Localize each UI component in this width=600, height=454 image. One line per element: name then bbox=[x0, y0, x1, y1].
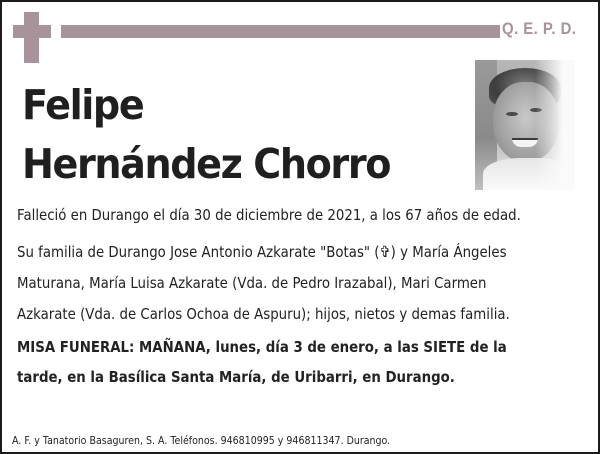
funeral-line-2: tarde, en la Basílica Santa María, de Uribarri, en Durango. bbox=[17, 368, 455, 386]
funeral-home-footer: A. F. y Tanatorio Basaguren, S. A. Teléfonos. 946810995 y 946811347. Durango. bbox=[12, 434, 391, 447]
deceased-last-names: Hernández Chorro bbox=[22, 140, 391, 188]
deceased-first-name: Felipe bbox=[22, 81, 144, 129]
funeral-line-1: MISA FUNERAL: MAÑANA, lunes, día 3 de enero, a las SIETE de la bbox=[17, 338, 507, 356]
family-line-2: Maturana, María Luisa Azkarate (Vda. de Pedro Irazabal), Mari Carmen bbox=[17, 274, 487, 292]
qepd-label: Q. E. P. D. bbox=[502, 19, 577, 38]
death-statement: Falleció en Durango el día 30 de diciembre de 2021, a los 67 años de edad. bbox=[17, 206, 521, 224]
header-rule bbox=[61, 25, 500, 38]
cross-icon-arm bbox=[13, 25, 51, 38]
family-line-1: Su familia de Durango Jose Antonio Azkarate "Botas" (✞) y María Ángeles bbox=[17, 243, 507, 261]
portrait-photo bbox=[475, 60, 575, 190]
family-line-3: Azkarate (Vda. de Carlos Ochoa de Aspuru); hijos, nietos y demas familia. bbox=[17, 305, 510, 323]
